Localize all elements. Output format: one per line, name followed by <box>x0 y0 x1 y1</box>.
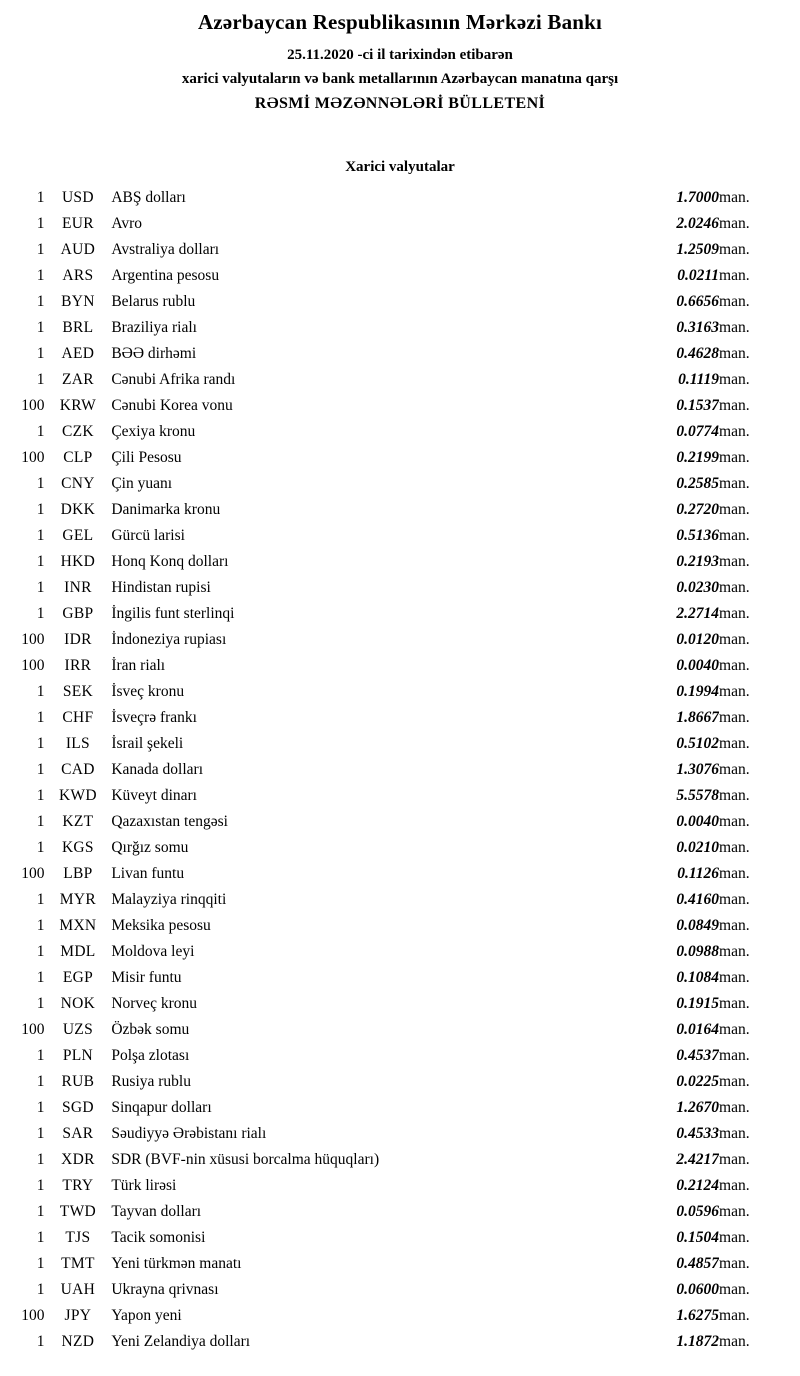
unit-label-cell: man. <box>719 891 750 908</box>
unit-label-cell: man. <box>719 1229 750 1246</box>
table-row <box>6 1147 792 1173</box>
quantity-cell: 1 <box>36 709 45 726</box>
rate-value-cell: 0.6656 <box>676 293 720 310</box>
currency-name-cell: İran rialı <box>111 657 166 674</box>
currency-name-cell: Malayziya rinqqiti <box>111 891 227 908</box>
currency-code-cell: KGS <box>61 839 94 856</box>
rate-value-cell: 1.2670 <box>676 1099 720 1116</box>
currency-code-cell: CNY <box>61 475 95 492</box>
quantity-cell: 1 <box>36 319 45 336</box>
rates-table <box>6 185 792 1355</box>
currency-code-cell: CHF <box>62 709 94 726</box>
rate-value-cell: 0.2720 <box>676 501 720 518</box>
table-row <box>6 939 792 965</box>
rate-value-cell: 0.4533 <box>676 1125 720 1142</box>
currency-name-cell: Yeni türkmən manatı <box>111 1255 242 1272</box>
currency-name-cell: İsveçrə frankı <box>111 709 197 726</box>
rate-value-cell: 2.2714 <box>676 605 720 622</box>
quantity-cell: 1 <box>36 761 45 778</box>
unit-label-cell: man. <box>719 319 750 336</box>
rate-value-cell: 0.1915 <box>676 995 720 1012</box>
currency-code-cell: PLN <box>62 1047 93 1064</box>
currency-name-cell: BƏƏ dirhəmi <box>111 345 197 362</box>
rate-value-cell: 0.0120 <box>676 631 720 648</box>
quantity-cell: 1 <box>36 293 45 310</box>
rate-value-cell: 0.0225 <box>676 1073 720 1090</box>
table-row <box>6 1043 792 1069</box>
table-row <box>6 887 792 913</box>
currency-code-cell: GEL <box>62 527 94 544</box>
currency-code-cell: UAH <box>60 1281 96 1298</box>
unit-label-cell: man. <box>719 241 750 258</box>
quantity-cell: 1 <box>36 995 45 1012</box>
quantity-cell: 1 <box>36 345 45 362</box>
quantity-cell: 1 <box>36 735 45 752</box>
table-row <box>6 913 792 939</box>
table-row <box>6 1173 792 1199</box>
rate-value-cell: 0.4857 <box>676 1255 720 1272</box>
rate-value-cell: 0.0774 <box>676 423 720 440</box>
currency-name-cell: Küveyt dinarı <box>111 787 197 804</box>
unit-label-cell: man. <box>719 943 750 960</box>
currency-name-cell: Moldova leyi <box>111 943 195 960</box>
currency-code-cell: NZD <box>61 1333 95 1350</box>
quantity-cell: 1 <box>36 553 45 570</box>
quantity-cell: 1 <box>36 1099 45 1116</box>
unit-label-cell: man. <box>719 397 750 414</box>
table-row <box>6 731 792 757</box>
currency-name-cell: Meksika pesosu <box>111 917 211 934</box>
unit-label-cell: man. <box>719 579 750 596</box>
quantity-cell: 1 <box>36 839 45 856</box>
unit-label-cell: man. <box>719 683 750 700</box>
unit-label-cell: man. <box>719 553 750 570</box>
table-row <box>6 1303 792 1329</box>
quantity-cell: 100 <box>21 449 45 466</box>
currency-code-cell: CLP <box>63 449 93 466</box>
table-row <box>6 991 792 1017</box>
unit-label-cell: man. <box>719 1099 750 1116</box>
currency-code-cell: MYR <box>59 891 97 908</box>
quantity-cell: 1 <box>36 605 45 622</box>
rate-value-cell: 2.0246 <box>676 215 720 232</box>
currency-code-cell: KRW <box>59 397 97 414</box>
table-row <box>6 757 792 783</box>
table-row <box>6 1199 792 1225</box>
currency-name-cell: İngilis funt sterlinqi <box>111 605 235 622</box>
table-row <box>6 575 792 601</box>
currency-name-cell: Cənubi Afrika randı <box>111 371 236 388</box>
currency-name-cell: Rusiya rublu <box>111 1073 191 1090</box>
table-row <box>6 341 792 367</box>
currency-code-cell: AED <box>61 345 95 362</box>
table-row <box>6 835 792 861</box>
rate-value-cell: 1.2509 <box>676 241 720 258</box>
unit-label-cell: man. <box>719 189 750 206</box>
currency-name-cell: Səudiyyə Ərəbistanı rialı <box>111 1125 267 1142</box>
currency-code-cell: MXN <box>59 917 97 934</box>
table-row <box>6 1329 792 1355</box>
bulletin-title: RƏSMİ MƏZƏNNƏLƏRİ BÜLLETENİ <box>254 95 546 112</box>
unit-label-cell: man. <box>719 1255 750 1272</box>
quantity-cell: 1 <box>36 683 45 700</box>
rate-value-cell: 0.2193 <box>676 553 720 570</box>
rate-value-cell: 0.0230 <box>676 579 720 596</box>
currency-name-cell: Qırğız somu <box>111 839 189 856</box>
currency-code-cell: TRY <box>62 1177 94 1194</box>
currency-name-cell: İndoneziya rupiası <box>111 631 227 648</box>
quantity-cell: 100 <box>21 397 45 414</box>
unit-label-cell: man. <box>719 787 750 804</box>
currency-code-cell: TMT <box>61 1255 95 1272</box>
rate-value-cell: 0.4628 <box>676 345 720 362</box>
unit-label-cell: man. <box>719 813 750 830</box>
table-row <box>6 861 792 887</box>
currency-code-cell: HKD <box>60 553 96 570</box>
table-row <box>6 289 792 315</box>
currency-name-cell: Ukrayna qrivnası <box>111 1281 219 1298</box>
rate-value-cell: 1.6275 <box>676 1307 720 1324</box>
table-row <box>6 445 792 471</box>
bank-title: Azərbaycan Respublikasının Mərkəzi Bankı <box>197 10 603 34</box>
currency-name-cell: Türk lirəsi <box>111 1177 177 1194</box>
bulletin-header <box>0 10 800 113</box>
unit-label-cell: man. <box>719 1333 750 1350</box>
rate-value-cell: 0.1126 <box>677 865 720 882</box>
currency-name-cell: ABŞ dolları <box>111 189 186 206</box>
unit-label-cell: man. <box>719 1125 750 1142</box>
currency-name-cell: Tayvan dolları <box>111 1203 202 1220</box>
unit-label-cell: man. <box>719 423 750 440</box>
quantity-cell: 100 <box>21 865 45 882</box>
unit-label-cell: man. <box>719 1021 750 1038</box>
quantity-cell: 100 <box>21 1307 45 1324</box>
currency-code-cell: ZAR <box>61 371 94 388</box>
currency-code-cell: ARS <box>62 267 94 284</box>
rate-value-cell: 0.0988 <box>676 943 720 960</box>
table-row <box>6 809 792 835</box>
currency-code-cell: CAD <box>61 761 95 778</box>
currency-code-cell: GBP <box>62 605 94 622</box>
table-row <box>6 471 792 497</box>
currency-name-cell: İsveç kronu <box>111 683 185 700</box>
table-row <box>6 393 792 419</box>
currency-name-cell: Sinqapur dolları <box>111 1099 212 1116</box>
quantity-cell: 1 <box>36 1333 45 1350</box>
quantity-cell: 1 <box>36 1229 45 1246</box>
currency-name-cell: Belarus rublu <box>111 293 196 310</box>
table-row <box>6 263 792 289</box>
currency-code-cell: SGD <box>61 1099 94 1116</box>
quantity-cell: 100 <box>21 1021 45 1038</box>
currency-code-cell: BYN <box>61 293 95 310</box>
quantity-cell: 1 <box>36 475 45 492</box>
currency-code-cell: NOK <box>60 995 96 1012</box>
currency-name-cell: Yeni Zelandiya dolları <box>111 1333 251 1350</box>
unit-label-cell: man. <box>719 735 750 752</box>
currency-code-cell: KWD <box>58 787 97 804</box>
currency-name-cell: Braziliya rialı <box>111 319 197 336</box>
unit-label-cell: man. <box>719 215 750 232</box>
effective-date-line: 25.11.2020 -ci il tarixindən etibarən <box>287 47 513 63</box>
table-row <box>6 237 792 263</box>
quantity-cell: 1 <box>36 943 45 960</box>
currency-name-cell: Norveç kronu <box>111 995 197 1012</box>
currency-name-cell: Çexiya kronu <box>111 423 196 440</box>
quantity-cell: 1 <box>36 1203 45 1220</box>
rate-value-cell: 2.4217 <box>676 1151 720 1168</box>
rate-value-cell: 1.8667 <box>676 709 720 726</box>
currency-name-cell: Danimarka kronu <box>111 501 221 518</box>
table-row <box>6 549 792 575</box>
currency-code-cell: EGP <box>62 969 93 986</box>
unit-label-cell: man. <box>719 293 750 310</box>
quantity-cell: 1 <box>36 579 45 596</box>
rate-value-cell: 0.5136 <box>676 527 720 544</box>
unit-label-cell: man. <box>719 1203 750 1220</box>
table-row <box>6 523 792 549</box>
currency-code-cell: ILS <box>65 735 90 752</box>
currency-name-cell: Tacik somonisi <box>111 1229 206 1246</box>
unit-label-cell: man. <box>719 969 750 986</box>
table-row <box>6 1225 792 1251</box>
unit-label-cell: man. <box>719 527 750 544</box>
table-row <box>6 1277 792 1303</box>
currency-code-cell: IRR <box>64 657 92 674</box>
table-row <box>6 653 792 679</box>
quantity-cell: 1 <box>36 787 45 804</box>
unit-label-cell: man. <box>719 709 750 726</box>
currency-code-cell: TJS <box>65 1229 91 1246</box>
rate-value-cell: 0.0600 <box>676 1281 720 1298</box>
quantity-cell: 1 <box>36 1073 45 1090</box>
currency-code-cell: USD <box>61 189 94 206</box>
currency-name-cell: Cənubi Korea vonu <box>111 397 233 414</box>
currency-name-cell: Avro <box>111 215 143 232</box>
rate-value-cell: 1.7000 <box>676 189 720 206</box>
currency-code-cell: SEK <box>62 683 93 700</box>
currency-name-cell: Livan funtu <box>111 865 185 882</box>
unit-label-cell: man. <box>719 631 750 648</box>
unit-label-cell: man. <box>719 839 750 856</box>
rate-value-cell: 0.0040 <box>676 657 720 674</box>
unit-label-cell: man. <box>719 865 750 882</box>
quantity-cell: 1 <box>36 1177 45 1194</box>
currency-code-cell: EUR <box>61 215 94 232</box>
unit-label-cell: man. <box>719 267 750 284</box>
currency-code-cell: RUB <box>61 1073 95 1090</box>
unit-label-cell: man. <box>719 1151 750 1168</box>
unit-label-cell: man. <box>719 1073 750 1090</box>
currency-code-cell: MDL <box>60 943 96 960</box>
rate-value-cell: 0.0040 <box>676 813 720 830</box>
rate-value-cell: 1.1872 <box>676 1333 720 1350</box>
unit-label-cell: man. <box>719 371 750 388</box>
rate-value-cell: 0.1119 <box>678 371 720 388</box>
currency-name-cell: Kanada dolları <box>111 761 203 778</box>
table-row <box>6 1251 792 1277</box>
quantity-cell: 1 <box>36 1151 45 1168</box>
table-row <box>6 367 792 393</box>
table-row <box>6 601 792 627</box>
unit-label-cell: man. <box>719 917 750 934</box>
unit-label-cell: man. <box>719 1307 750 1324</box>
table-row <box>6 185 792 211</box>
currency-name-cell: Misir funtu <box>111 969 182 986</box>
rate-value-cell: 0.1084 <box>676 969 720 986</box>
table-row <box>6 497 792 523</box>
quantity-cell: 1 <box>36 527 45 544</box>
rate-value-cell: 0.4537 <box>676 1047 720 1064</box>
unit-label-cell: man. <box>719 1281 750 1298</box>
rate-value-cell: 0.0211 <box>677 267 720 284</box>
unit-label-cell: man. <box>719 995 750 1012</box>
quantity-cell: 1 <box>36 813 45 830</box>
unit-label-cell: man. <box>719 1047 750 1064</box>
rate-value-cell: 0.0164 <box>676 1021 720 1038</box>
table-row <box>6 315 792 341</box>
rate-value-cell: 1.3076 <box>676 761 720 778</box>
currency-code-cell: KZT <box>62 813 94 830</box>
rate-value-cell: 0.3163 <box>676 319 720 336</box>
unit-label-cell: man. <box>719 501 750 518</box>
rate-value-cell: 0.2199 <box>676 449 720 466</box>
currency-code-cell: TWD <box>59 1203 96 1220</box>
unit-label-cell: man. <box>719 605 750 622</box>
currency-code-cell: LBP <box>63 865 93 882</box>
quantity-cell: 1 <box>36 1281 45 1298</box>
currency-name-cell: İsrail şekeli <box>111 735 184 752</box>
unit-label-cell: man. <box>719 1177 750 1194</box>
rate-value-cell: 0.0849 <box>676 917 720 934</box>
currency-code-cell: BRL <box>62 319 94 336</box>
quantity-cell: 1 <box>36 371 45 388</box>
rate-value-cell: 0.2585 <box>676 475 720 492</box>
quantity-cell: 1 <box>36 189 45 206</box>
table-row <box>6 705 792 731</box>
currency-code-cell: INR <box>64 579 92 596</box>
rate-value-cell: 0.5102 <box>676 735 720 752</box>
unit-label-cell: man. <box>719 475 750 492</box>
table-row <box>6 783 792 809</box>
unit-label-cell: man. <box>719 761 750 778</box>
table-row <box>6 679 792 705</box>
currency-code-cell: JPY <box>64 1307 92 1324</box>
quantity-cell: 100 <box>21 657 45 674</box>
quantity-cell: 100 <box>21 631 45 648</box>
quantity-cell: 1 <box>36 1255 45 1272</box>
table-row <box>6 627 792 653</box>
rate-value-cell: 0.1994 <box>676 683 720 700</box>
table-row <box>6 1121 792 1147</box>
currency-name-cell: Özbək somu <box>111 1021 190 1038</box>
unit-label-cell: man. <box>719 657 750 674</box>
currency-name-cell: Polşa zlotası <box>111 1047 190 1064</box>
currency-name-cell: Avstraliya dolları <box>111 241 220 258</box>
quantity-cell: 1 <box>36 241 45 258</box>
currency-code-cell: SAR <box>62 1125 94 1142</box>
quantity-cell: 1 <box>36 1125 45 1142</box>
rate-value-cell: 0.2124 <box>676 1177 720 1194</box>
quantity-cell: 1 <box>36 917 45 934</box>
currency-name-cell: Qazaxıstan tengəsi <box>111 813 228 830</box>
currency-name-cell: Çili Pesosu <box>111 449 182 466</box>
currency-code-cell: IDR <box>64 631 92 648</box>
currency-name-cell: Çin yuanı <box>111 475 173 492</box>
currency-code-cell: AUD <box>60 241 96 258</box>
unit-label-cell: man. <box>719 345 750 362</box>
rate-value-cell: 0.0210 <box>676 839 720 856</box>
table-row <box>6 211 792 237</box>
table-row <box>6 965 792 991</box>
quantity-cell: 1 <box>36 215 45 232</box>
quantity-cell: 1 <box>36 891 45 908</box>
rate-value-cell: 0.0596 <box>676 1203 720 1220</box>
currency-name-cell: Gürcü larisi <box>111 527 185 544</box>
table-row <box>6 1017 792 1043</box>
rate-value-cell: 0.4160 <box>676 891 720 908</box>
currency-name-cell: SDR (BVF-nin xüsusi borcalma hüquqları) <box>111 1151 380 1168</box>
quantity-cell: 1 <box>36 267 45 284</box>
currency-code-cell: XDR <box>61 1151 95 1168</box>
quantity-cell: 1 <box>36 969 45 986</box>
table-row <box>6 419 792 445</box>
currency-name-cell: Hindistan rupisi <box>111 579 211 596</box>
table-row <box>6 1069 792 1095</box>
rates-table-body <box>6 185 792 1355</box>
rate-value-cell: 0.1504 <box>676 1229 720 1246</box>
currency-code-cell: UZS <box>62 1021 93 1038</box>
currency-code-cell: DKK <box>60 501 96 518</box>
unit-label-cell: man. <box>719 449 750 466</box>
currency-name-cell: Honq Konq dolları <box>111 553 229 570</box>
quantity-cell: 1 <box>36 423 45 440</box>
quantity-cell: 1 <box>36 1047 45 1064</box>
bulletin-subtitle: xarici valyutaların və bank metallarının Azərbaycan manatına qarşı <box>181 71 619 87</box>
currency-code-cell: CZK <box>61 423 94 440</box>
rate-value-cell: 0.1537 <box>676 397 720 414</box>
currency-name-cell: Argentina pesosu <box>111 267 220 284</box>
rate-value-cell: 5.5578 <box>676 787 720 804</box>
table-row <box>6 1095 792 1121</box>
quantity-cell: 1 <box>36 501 45 518</box>
currency-name-cell: Yapon yeni <box>111 1307 182 1324</box>
section-title-foreign-currencies: Xarici valyutalar <box>345 159 455 175</box>
